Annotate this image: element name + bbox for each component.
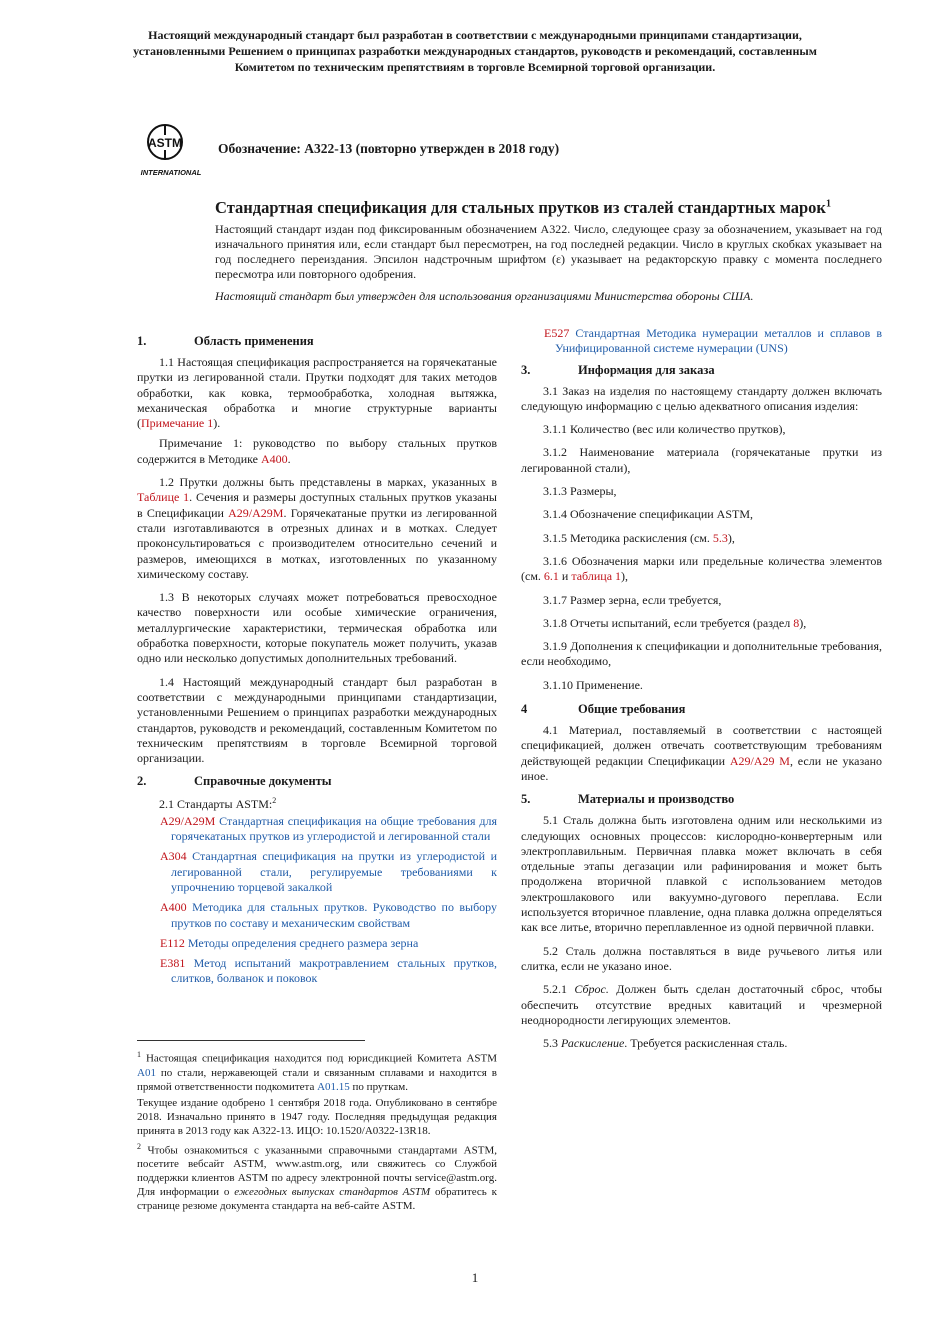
section-5-heading [521,792,882,807]
section-title: Информация для заказа [578,362,715,377]
logo-text: ASTM [148,136,182,150]
para-3-1: 3.1 Заказ на изделия по настоящему стандарту должен включать следующую информацию с целью адекватного описания изделия: [521,383,882,413]
para-3-1-7: 3.1.7 Размер зерна, если требуется, [543,592,722,607]
reference-a29[interactable]: A29/A29M Стандартная спецификация на общие требования для горячекатаных прутков из углеродистой и легированной стали [160,813,497,844]
para-5-3: 5.3 Раскисление. Требуется раскисленная сталь. [543,1036,788,1051]
link-table-1[interactable]: Таблице 1 [137,490,190,505]
right-column [521,326,882,1056]
para-3-1-6: 3.1.6 Обозначения марки или предельные количества элементов (см. 6.1 и таблица 1), [521,553,882,584]
link-a400[interactable]: A400 [261,451,288,466]
section-3-heading [521,363,882,378]
link-5-3[interactable]: 5.3 [712,530,728,545]
link-6-1[interactable]: 6.1 [543,569,559,584]
link-a01[interactable]: A01 [137,1066,156,1079]
intro [215,222,882,311]
para-1-2: 1.2 Прутки должны быть представлены в марках, указанных в Таблице 1. Сечения и размеры доступных стальных прутков указаны в Спецификации A29/A29M. Горячекатаные прутки из легированной стали изготавливаются в отрезных длинах и в мотках. Следует проконсультироваться с производителем относительно сечений и размеров, имеющихся в мотках, изготовленных по указанному химическому составу. [137,475,497,581]
designation: Обозначение: A322-13 (повторно утвержден в 2018 году) [218,141,560,156]
section-title: Материалы и производство [578,792,735,807]
section-4-heading [521,702,882,717]
reference-e527[interactable]: E527 Стандартная Методика нумерации металлов и сплавов в Унифицированной системе нумерации (UNS) [544,326,883,356]
reference-a400[interactable]: A400 Методика для стальных прутков. Руководство по выбору прутков по составу и механическим свойствам [160,900,498,930]
link-a29[interactable]: A29/A29M [228,505,284,520]
para-5-2-1: 5.2.1 Сброс. Должен быть сделан достаточный сброс, чтобы обеспечить отсутствие вредных кавитаций и чрезмерной неоднородности легирующих элементов. [521,982,883,1027]
para-3-1-4: 3.1.4 Обозначение спецификации ASTM, [543,507,754,522]
link-table-1[interactable]: таблица 1 [571,569,622,584]
para-1-4: 1.4 Настоящий международный стандарт был разработан в соответствии с международными принципами стандартизации, установленными Решением о принципах разработки международных стандартов, руководств и рекомендаций, составленным Комитетом по техническим препятствиям в торговле Всемирной торговой организации. [137,674,497,766]
section-number: 1. [137,334,147,348]
link-a29-a29m[interactable]: A29/A29 M [729,753,790,768]
footnote-1-edition: Текущее издание одобрено 1 сентября 2018 года. Опубликовано в сентябре 2018. Изначально принято в 1947 году. Последняя предыдущая редакция принята в 2013 году как A322-13. ИЦО: 10.1520/A0322-13R18. [137,1096,497,1137]
intro-dod-note: Настоящий стандарт был утвержден для использования организациями Министерства обороны США. [215,289,754,303]
reference-e381[interactable]: E381 Метод испытаний макротравлением стальных прутков, слитков, болванок и поковок [160,956,498,986]
section-number: 2. [137,774,147,789]
intro-paragraph: Настоящий стандарт издан под фиксированным обозначением A322. Число, следующее сразу за обозначением, указывает на год изначального принятия или, если стандарт был пересмотрен, на год последней редакции. Число в круглых скобках указывает на год последнего переиздания. Эпсилон надстрочным шрифтом (ε) указывает на редакторскую правку с момента последнего пересмотра или повторного одобрения. [215,222,882,281]
para-3-1-2: 3.1.2 Наименование материала (горячекатаные прутки из легированной стали), [521,445,882,475]
link-a01-15[interactable]: A01.15 [317,1080,350,1093]
para-3-1-3: 3.1.3 Размеры, [543,484,617,499]
astm-logo [135,120,207,180]
para-4-1: 4.1 Материал, поставляемый в соответствии с настоящей спецификацией, должен отвечать соответствующим требованиям действующей редакции Спецификации A29/A29 M, если не указано иное. [521,723,882,783]
note-1: Примечание 1: руководство по выбору стальных прутков содержится в Методике A400. [137,436,497,466]
link-section-8[interactable]: 8 [793,615,800,630]
footnote-1: $^1$ Настоящая спецификация находится под юрисдикцией Комитета ASTM A01 по стали, нержавеющей стали и связанным сплавами и находится в прямой ответственности подкомитета A01.15 по пруткам. [137,1050,497,1093]
footnote-2: $^2$ Чтобы ознакомиться с указанными справочными стандартами ASTM, посетите вебсайт ASTM, www.astm.org, или свяжитесь со Службой поддержки клиентов ASTM по адресу электронной почты service@astm.org. Для информации о ежегодных выпусках стандартов ASTM обратитесь к странице резюме документа стандарта на веб-сайте ASTM. [137,1141,497,1213]
title-text: Стандартная спецификация для стальных прутков из сталей стандартных марок [215,198,826,217]
header-notice: Настоящий международный стандарт был разработан в соответствии с международными принципами стандартизации, установленными Решением о принципах разработки международных стандартов, руководств и рекомендаций, составленным Комитетом по техническим препятствиям в торговле Всемирной торговой организации. [133,28,817,74]
link-note-1[interactable]: Примечание 1 [141,416,214,431]
title-footnote-ref[interactable]: 1 [825,198,831,210]
reference-a304[interactable]: A304 Стандартная спецификация на прутки из углеродистой и легированной стали, регулируемые требованиями к упрочнению торцевой закалкой [160,849,497,894]
para-5-2: 5.2 Сталь должна поставляться в виде ручьевого литья или слитка, если не указано иное. [521,943,882,973]
para-3-1-9: 3.1.9 Дополнения к спецификации и дополнительные требования, если необходимо, [521,639,882,669]
section-1-heading [137,334,497,349]
para-5-1: 5.1 Сталь должна быть изготовлена одним или несколькими из следующих основных процессов: кислородно-конвертерным или электроплавильным. Первичная плавка может включать в себя отдельные этапы дегазации или рафинирования и может быть продолжена вторичной плавкой с использованием методов электрошлакового или вакуумно-дугового переплава. Если используется вторичное плавление, одна плавка должна определяться как все литье, вторично переплавленное из одной первичной плавки. [521,813,882,935]
section-title: Общие требования [578,702,686,717]
para-1-3: 1.3 В некоторых случаях может потребоваться превосходное качество поверхности или особые химические ограничения, металлургические характеристики, термическая обработка или обработка поверхности, которые покупатель может получить, указав одно или несколько допустимых дополнительных требований. [137,590,497,666]
section-title: Область применения [194,334,314,348]
para-2-1: 2.1 Стандарты ASTM:$^2$ [159,796,277,812]
section-number: 5. [521,792,531,807]
footnote-ref-2[interactable]: 2 [272,796,277,806]
para-3-1-5: 3.1.5 Методика раскисления (см. 5.3), [543,530,735,545]
logo-international: INTERNATIONAL [140,168,202,177]
footnote-separator [137,1040,365,1041]
document-title [215,198,831,218]
footnotes [137,1048,497,1215]
section-title: Справочные документы [194,774,332,789]
section-2-heading [137,774,497,789]
reference-e112[interactable]: E112 Методы определения среднего размера зерна [160,935,419,950]
section-number: 3. [521,362,531,377]
section-number: 4 [521,702,528,717]
para-1-1: 1.1 Настоящая спецификация распространяется на горячекатаные прутки из легированной стали. Прутки подходят для таких методов обработки, как ковка, термообработка, холодная вытяжка, механическая обработка и многие структурные варианты (Примечание 1). [137,355,497,431]
para-3-1-8: 3.1.8 Отчеты испытаний, если требуется (раздел 8), [543,615,807,630]
astm-logo-icon [135,120,207,180]
left-column [137,334,497,992]
page-number: 1 [471,1270,479,1285]
para-3-1-1: 3.1.1 Количество (вес или количество прутков), [543,422,786,437]
para-3-1-10: 3.1.10 Применение. [543,677,643,692]
